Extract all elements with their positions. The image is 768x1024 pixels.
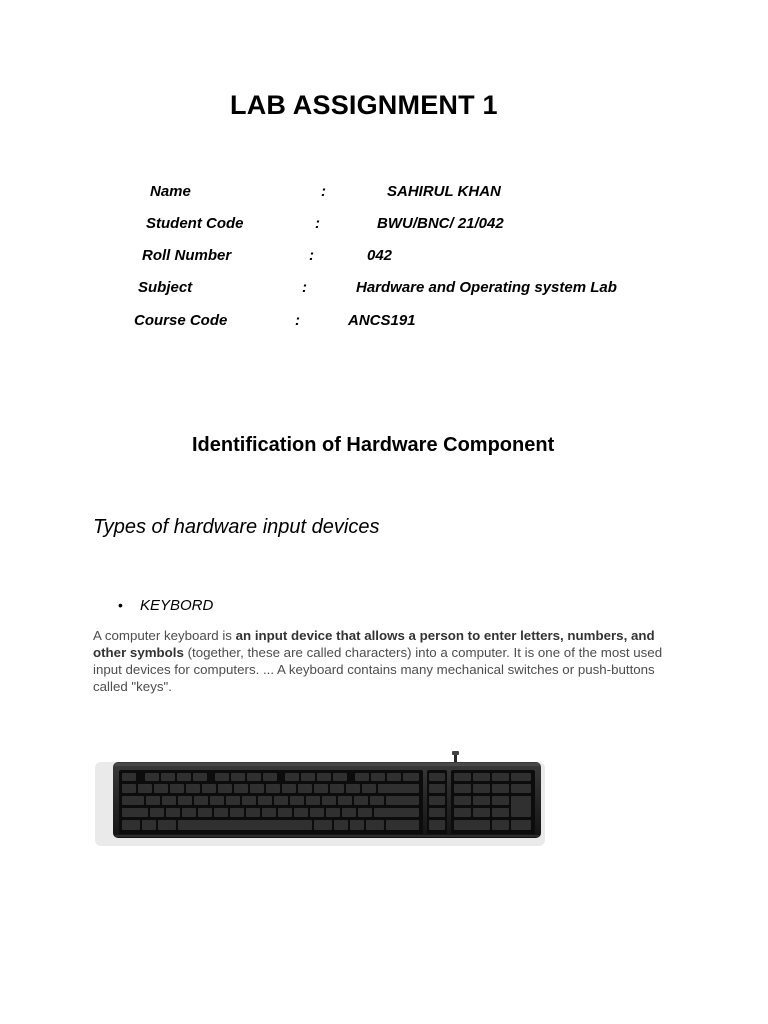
description-bold-text: an input device that allows a person to enter letters, numbers, and other symbols	[93, 628, 655, 660]
page-title: LAB ASSIGNMENT 1	[230, 90, 498, 120]
info-value: SAHIRUL KHAN	[387, 183, 501, 200]
info-label: Subject	[138, 279, 193, 296]
info-label: Name	[150, 183, 191, 200]
bullet-icon: •	[118, 597, 123, 613]
list-item-label: KEYBORD	[140, 597, 214, 614]
description-text-continued: (together, these are called characters) into a computer. It is one of the most used input devices for computers. ... A keyboard contains many mechanical switches or push-buttons called "keys".	[93, 645, 663, 694]
info-value: Hardware and Operating system Lab	[356, 279, 617, 296]
info-separator: :	[309, 247, 314, 264]
info-label: Student Code	[146, 215, 244, 232]
info-value: BWU/BNC/ 21/042	[377, 215, 504, 232]
info-value: 042	[367, 247, 393, 264]
info-value: ANCS191	[348, 312, 416, 329]
info-separator: :	[295, 312, 300, 329]
info-separator: :	[321, 183, 326, 200]
types-heading: Types of hardware input devices	[93, 516, 380, 538]
info-separator: :	[302, 279, 307, 296]
keyboard-image	[93, 750, 545, 848]
section-heading: Identification of Hardware Component	[192, 434, 555, 456]
description-text: A computer keyboard is	[93, 628, 236, 643]
description-paragraph	[93, 627, 673, 695]
info-separator: :	[315, 215, 320, 232]
info-label: Course Code	[134, 312, 228, 329]
info-label: Roll Number	[142, 247, 232, 264]
